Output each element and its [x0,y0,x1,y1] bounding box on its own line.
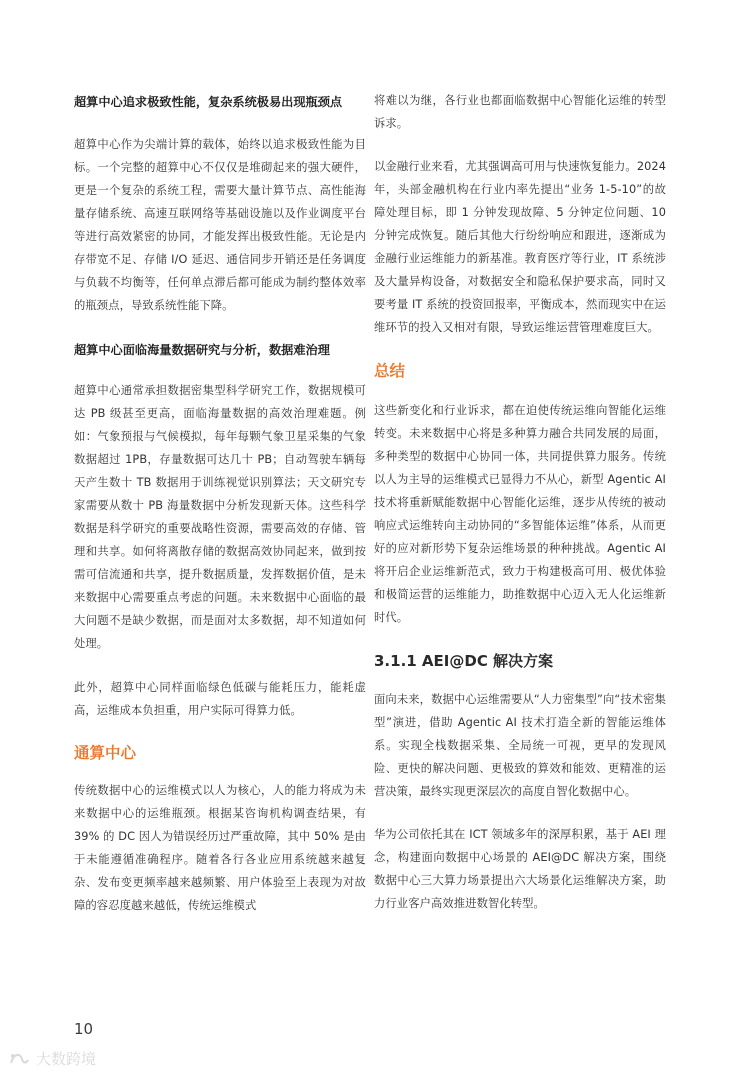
paragraph-energy-pressure: 此外，超算中心同样面临绿色低碳与能耗压力，能耗虚高，运维成本负担重，用户实际可得算力低。 [74,681,366,717]
heading-supercomputing-performance: 超算中心追求极致性能，复杂系统极易出现瓶颈点 [74,95,343,109]
watermark [8,1048,96,1069]
left-column [74,88,366,917]
page-number: 10 [74,1020,94,1038]
watermark-logo-icon [8,1051,30,1067]
paragraph-supercomputing-performance: 超算中心作为尖端计算的载体，始终以追求极致性能为目标。一个完整的超算中心不仅仅是堆砌起来的强大硬件，更是一个复杂的系统工程，需要大量计算节点、高性能海量存储系统、高速互联网络等基础设施以及作业调度平台等进行高效紧密的协同，才能发挥出极致性能。无论是内存带宽不足、存储 I/O 延迟、通信同步开销还是任务调度与负载不均衡等，任何单点滞后都可能成为制约整体效率的瓶颈点，导致系统性能下降。 [74,138,366,312]
right-column [374,88,666,915]
paragraph-transformation-demand: 将难以为继，各行业也都面临数据中心智能化运维的转型诉求。 [374,94,666,130]
heading-aei-dc-solution: 3.1.1 AEI@DC 解决方案 [374,652,554,670]
heading-general-computing: 通算中心 [74,744,137,762]
paragraph-finance-industry: 以金融行业来看，尤其强调高可用与快速恢复能力。2024 年，头部金融机构在行业内率先提出“业务 1-5-10”的故障处理目标，即 1 分钟发现故障、5 分钟定位问题、10 分钟完成恢复。随后其他大行纷纷响应和跟进，逐渐成为金融行业运维能力的新基准。教育医疗等行业，IT 系统涉及大量异构设备，对数据安全和隐私保护要求高，同时又要考量 IT 系统的投资回报率，平衡成本，然而现实中在运维环节的投入又相对有限，导致运维运营管理难度巨大。 [374,160,666,334]
paragraph-supercomputing-data: 超算中心通常承担数据密集型科学研究工作，数据规模可达 PB 级甚至更高，面临海量数据的高效治理难题。例如：气象预报与气候模拟，每年每颗气象卫星采集的气象数据超过 1PB，存量数据可达几十 PB；自动驾驶车辆每天产生数十 TB 数据用于训练视觉识别算法；天文研究专家需要从数十 PB 海量数据中分析发现新天体。这些科学数据是科学研究的重要战略性资源，需要高效的存储、管理和共享。如何将离散存储的数据高效协同起来，做到按需可信流通和共享，提升数据质量，发挥数据价值，是未来数据中心需要重点考虑的问题。未来数据中心面临的最大问题不是缺少数据，而是面对太多数据，却不知道如何处理。 [74,384,366,650]
paragraph-summary: 这些新变化和行业诉求，都在迫使传统运维向智能化运维转变。未来数据中心将是多种算力融合共同发展的局面，多种类型的数据中心协同一体，共同提供算力服务。传统以人为主导的运维模式已显得力不从心，新型 Agentic AI 技术将重新赋能数据中心智能化运维，逐步从传统的被动响应式运维转向主动协同的“多智能体运维”体系，从而更好的应对新形势下复杂运维场景的种种挑战。Agentic AI 将开启企业运维新范式，致力于构建极高可用、极优体验和极简运营的运维能力，助推数据中心迈入无人化运维新时代。 [374,404,666,624]
paragraph-traditional-ops: 传统数据中心的运维模式以人为核心，人的能力将成为未来数据中心的运维瓶颈。根据某咨询机构调查结果，有 39% 的 DC 因人为错误经历过严重故障，其中 50% 是由于未能遵循准确程序。随着各行各业应用系统越来越复杂、发布变更频率越来越频繁、用户体验至上表现为对故障的容忍度越来越低，传统运维模式 [74,784,366,912]
watermark-text: 大数跨境 [36,1050,97,1068]
paragraph-future-ops: 面向未来，数据中心运维需要从“人力密集型”向“技术密集型”演进，借助 Agentic AI 技术打造全新的智能运维体系。实现全栈数据采集、全局统一可视，更早的发现风险、更快的解决问题、更极致的算效和能效、更精准的运营决策，最终实现更深层次的高度自智化数据中心。 [374,693,666,798]
paragraph-huawei-solution: 华为公司依托其在 ICT 领域多年的深厚积累，基于 AEI 理念，构建面向数据中心场景的 AEI@DC 解决方案，围绕数据中心三大算力场景提出六大场景化运维解决方案，助力行业客户高效推进数智化转型。 [374,828,666,910]
heading-summary: 总结 [374,362,406,380]
heading-supercomputing-data: 超算中心面临海量数据研究与分析，数据难治理 [74,343,330,357]
